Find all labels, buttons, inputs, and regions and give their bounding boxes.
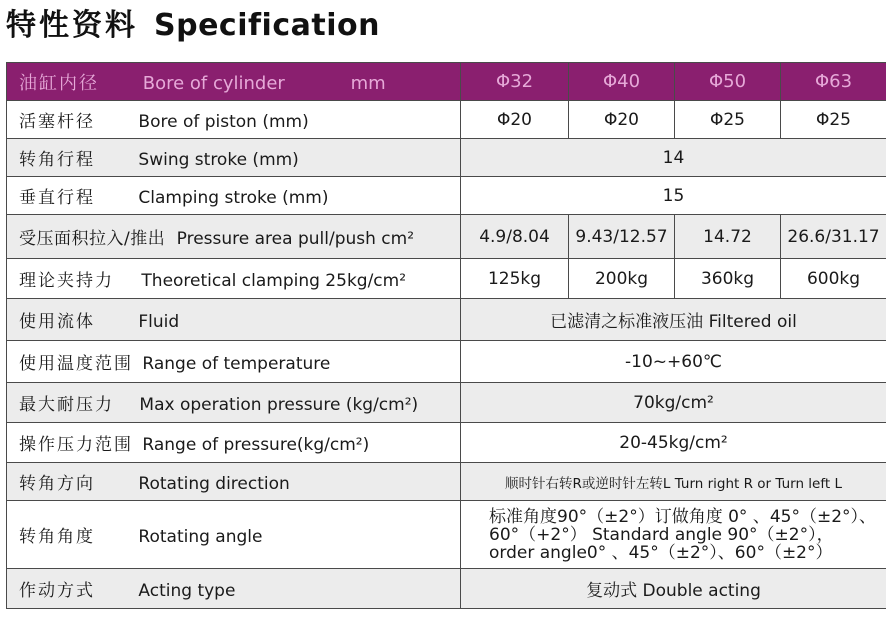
row-label-cn: 转角方向 bbox=[19, 474, 95, 494]
cell-value: Φ20 bbox=[461, 101, 569, 139]
row-label bbox=[7, 569, 461, 609]
header-col-3: Φ50 bbox=[675, 63, 781, 101]
row-label-en: Max operation pressure (kg/cm²) bbox=[139, 395, 419, 415]
row-label-cn: 最大耐压力 bbox=[19, 395, 114, 415]
specification-table bbox=[6, 62, 886, 609]
header-label-en: Bore of cylinder bbox=[142, 72, 285, 94]
cell-value: 15 bbox=[461, 177, 886, 215]
table-row-acting bbox=[7, 569, 886, 609]
row-label-cn: 受压面积拉入/推出 bbox=[19, 229, 166, 249]
cell-value: 复动式 Double acting bbox=[461, 569, 886, 609]
row-label-cn: 转角角度 bbox=[19, 527, 95, 547]
table-row-piston bbox=[7, 101, 886, 139]
angle-description bbox=[461, 501, 886, 569]
table-row-pressure-range bbox=[7, 423, 886, 463]
cell-value: Φ25 bbox=[781, 101, 886, 139]
table-row-angle bbox=[7, 501, 886, 569]
row-label-cn: 转角行程 bbox=[19, 150, 95, 170]
table-row-direction bbox=[7, 463, 886, 501]
row-label-cn: 理论夹持力 bbox=[19, 271, 114, 291]
title-cn: 特性资料 bbox=[6, 8, 138, 43]
cell-value: Φ25 bbox=[675, 101, 781, 139]
table-row-fluid bbox=[7, 299, 886, 341]
header-unit: mm bbox=[350, 72, 386, 94]
cell-value: 已滤清之标准液压油 Filtered oil bbox=[461, 299, 886, 341]
row-label-en: Rotating direction bbox=[138, 474, 290, 494]
row-label-en: Pressure area pull/push cm² bbox=[176, 229, 415, 249]
row-label-en: Range of pressure(kg/cm²) bbox=[142, 435, 370, 455]
row-label-cn: 使用流体 bbox=[19, 312, 95, 332]
row-label-cn: 垂直行程 bbox=[19, 188, 95, 208]
row-label bbox=[7, 463, 461, 501]
header-label bbox=[7, 63, 461, 101]
row-label-cn: 作动方式 bbox=[19, 581, 95, 601]
row-label-cn: 使用温度范围 bbox=[19, 354, 133, 374]
angle-line-2: 60°（+2°） Standard angle 90°（±2°）， bbox=[489, 524, 834, 545]
table-row-swing bbox=[7, 139, 886, 177]
row-label bbox=[7, 139, 461, 177]
row-label bbox=[7, 215, 461, 259]
cell-value: 600kg bbox=[781, 259, 886, 299]
cell-value: 顺时针右转R或逆时针左转L Turn right R or Turn left L bbox=[461, 463, 886, 501]
table-row-clamping bbox=[7, 177, 886, 215]
row-label bbox=[7, 299, 461, 341]
row-label-en: Fluid bbox=[138, 312, 180, 332]
cell-value: 200kg bbox=[569, 259, 675, 299]
angle-line-3: order angle0° 、45°（±2°）、60°（±2°） bbox=[489, 542, 833, 563]
row-label bbox=[7, 259, 461, 299]
cell-value: -10~+60℃ bbox=[461, 341, 886, 383]
row-label-en: Bore of piston (mm) bbox=[138, 112, 309, 132]
row-label-cn: 操作压力范围 bbox=[19, 435, 133, 455]
row-label-en: Acting type bbox=[138, 581, 236, 601]
cell-value: 26.6/31.17 bbox=[781, 215, 886, 259]
cell-value: Φ20 bbox=[569, 101, 675, 139]
cell-value: 20-45kg/cm² bbox=[461, 423, 886, 463]
table-row-temperature bbox=[7, 341, 886, 383]
row-label bbox=[7, 341, 461, 383]
cell-value: 70kg/cm² bbox=[461, 383, 886, 423]
angle-line-1: 标准角度90°（±2°）订做角度 0° 、45°（±2°）、 bbox=[489, 506, 877, 527]
table-row-max-pressure bbox=[7, 383, 886, 423]
cell-value: 125kg bbox=[461, 259, 569, 299]
cell-value: 9.43/12.57 bbox=[569, 215, 675, 259]
header-col-1: Φ32 bbox=[461, 63, 569, 101]
table-row-header bbox=[7, 63, 886, 101]
row-label bbox=[7, 501, 461, 569]
header-label-cn: 油缸内径 bbox=[19, 72, 99, 94]
row-label-en: Clamping stroke (mm) bbox=[138, 188, 329, 208]
row-label-en: Swing stroke (mm) bbox=[138, 150, 299, 170]
row-label-cn: 活塞杆径 bbox=[19, 112, 95, 132]
cell-value: 14 bbox=[461, 139, 886, 177]
table-row-theoretical bbox=[7, 259, 886, 299]
header-col-4: Φ63 bbox=[781, 63, 886, 101]
table-row-pressure-area bbox=[7, 215, 886, 259]
page-title bbox=[6, 6, 380, 46]
row-label-en: Theoretical clamping 25kg/cm² bbox=[141, 271, 407, 291]
cell-value: 4.9/8.04 bbox=[461, 215, 569, 259]
row-label bbox=[7, 423, 461, 463]
row-label bbox=[7, 101, 461, 139]
header-col-2: Φ40 bbox=[569, 63, 675, 101]
row-label-en: Range of temperature bbox=[142, 354, 331, 374]
cell-value: 14.72 bbox=[675, 215, 781, 259]
title-en: Specification bbox=[154, 8, 380, 43]
cell-value: 360kg bbox=[675, 259, 781, 299]
row-label bbox=[7, 177, 461, 215]
row-label bbox=[7, 383, 461, 423]
row-label-en: Rotating angle bbox=[138, 527, 263, 547]
